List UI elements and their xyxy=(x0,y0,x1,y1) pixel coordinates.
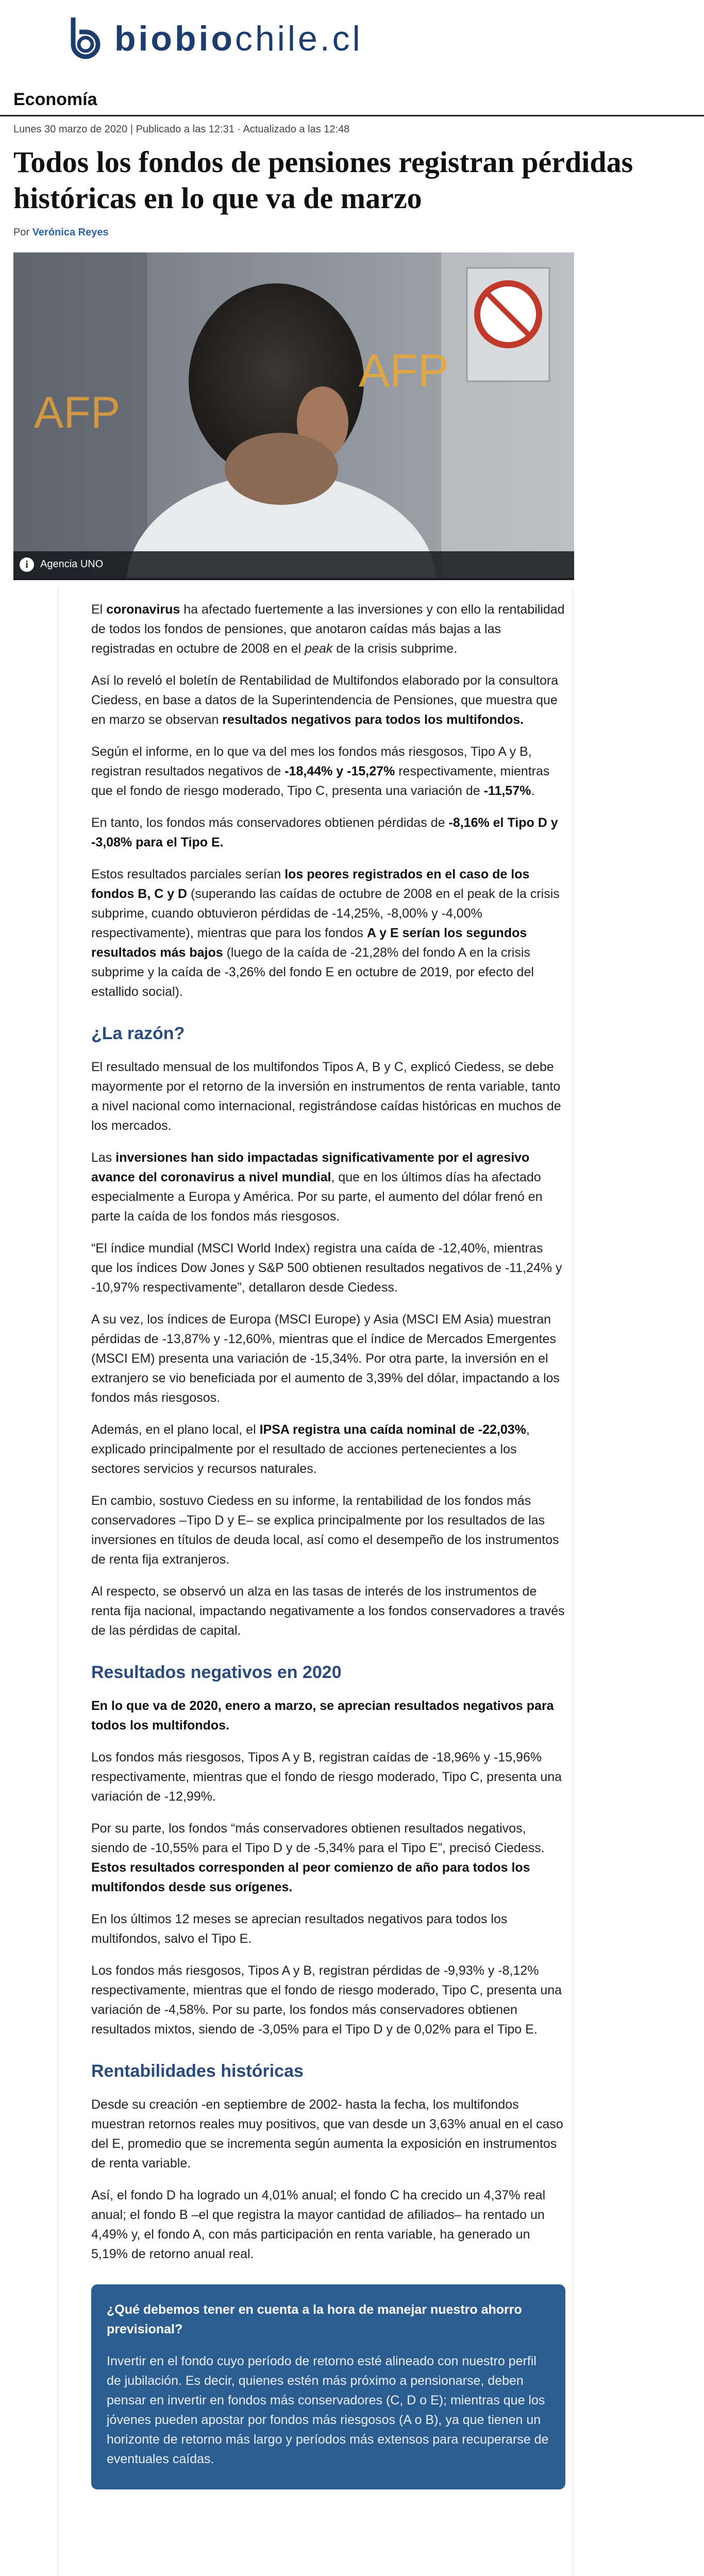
photo-caption xyxy=(13,551,574,578)
text-bold: inversiones han sido impactadas significativamente por el agresivo avance del coronavirus a nivel mundial xyxy=(91,1150,530,1184)
paragraph: Así, el fondo D ha logrado un 4,01% anual; el fondo C ha crecido un 4,37% real anual; el fondo B –el que registra la mayor cantidad de afiliados– ha rentado un 4,49% y, el fondo A, con más participación en renta variable, ha generado un 5,19% de retorno anual real. xyxy=(91,2188,546,2261)
text-bold: En lo que va de 2020, enero a marzo, se aprecian resultados negativos para todos los multifondos. xyxy=(91,1699,554,1733)
biobio-logo-icon xyxy=(66,15,105,62)
text: . xyxy=(531,784,535,798)
text-bold: -8,16% el Tipo D y -3,08% para el Tipo E. xyxy=(91,816,558,850)
text: Estos resultados parciales serían xyxy=(91,867,285,882)
paragraph: A su vez, los índices de Europa (MSCI Europe) y Asia (MSCI EM Asia) muestran pérdidas de -13,87% y -12,60%, mientras que el índice de Mercados Emergentes (MSCI EM) presenta una variación de -15,34%. Por otra parte, la inversión en el extranjero se vio beneficiada por el aumento de 3,39% del dólar, impactando a los fondos más riesgosos. xyxy=(91,1312,560,1405)
paragraph: En cambio, sostuvo Ciedess en su informe, la rentabilidad de los fondos más conservadores –Tipo D y E– se explica principalmente por los resultados de las inversiones en títulos de deuda local, así como el desempeño de los instrumentos de renta fija extranjeros. xyxy=(91,1494,559,1567)
site-logo[interactable] xyxy=(66,15,363,62)
paragraph xyxy=(91,600,565,658)
text-bold: resultados negativos para todos los multifondos. xyxy=(222,713,524,727)
link-coronavirus[interactable]: coronavirus xyxy=(106,602,180,617)
logo-text-bold: biobio xyxy=(114,19,235,58)
text: respectivamente, mientras que el fondo de riesgo moderado, Tipo C, presenta una variación de xyxy=(91,764,550,798)
paragraph: Desde su creación -en septiembre de 2002- hasta la fecha, los multifondos muestran retornos reales muy positivos, que van desde un 3,63% anual en el caso del E, promedio que se incrementa según aumenta la exposición en instrumentos de renta variable. xyxy=(91,2097,563,2171)
section-bar xyxy=(0,82,704,116)
subheading-historicas: Rentabilidades históricas xyxy=(91,2061,304,2081)
paragraph xyxy=(91,1420,565,1479)
paragraph xyxy=(91,813,565,852)
paragraph xyxy=(91,742,565,801)
info-box-answer: Invertir en el fondo cuyo período de retorno esté alineado con nuestro perfil de jubilación. Es decir, quienes estén más próximo a pensionarse, deben pensar en invertir en fondos más conservadores (C, D o E); mientras que los jóvenes pueden apostar por fondos más riesgosos (A o B), ya que tienen un horizonte de retorno más largo y períodos más extensos para recuperarse de eventuales caídas. xyxy=(107,2354,549,2466)
text: Por su parte, los fondos “más conservadores obtienen resultados negativos, siendo de -10,55% para el Tipo D y de -5,34% para el Tipo E”, precisó Ciedess. xyxy=(91,1821,545,1855)
paragraph xyxy=(91,671,565,730)
hero-photo xyxy=(13,252,574,578)
info-box xyxy=(91,2284,565,2489)
text: El xyxy=(91,602,107,617)
text-bold: IPSA registra una caída nominal de -22,03% xyxy=(259,1422,526,1437)
info-box-question: ¿Qué debemos tener en cuenta a la hora de manejar nuestro ahorro previsional? xyxy=(107,2302,522,2336)
paragraph xyxy=(91,865,565,1002)
article-body xyxy=(91,587,565,2489)
text: ha afectado fuertemente a las inversiones y con ello la rentabilidad de todos los fondos de pensiones, que anotaron caídas más bajas a las registradas en octubre de 2008 en el xyxy=(91,602,565,656)
hero-divider xyxy=(13,578,574,580)
text-bold: -18,44% y -15,27% xyxy=(284,764,395,778)
text-bold: Estos resultados corresponden al peor comienzo de año para todos los multifondos desde sus orígenes. xyxy=(91,1860,530,1894)
photo-credit: Agencia UNO xyxy=(40,558,104,570)
paragraph: Al respecto, se observó un alza en las tasas de interés de los instrumentos de renta fija nacional, impactando negativamente a los fondos conservadores a través de las pérdidas de capital. xyxy=(91,1584,565,1638)
byline xyxy=(13,227,109,239)
subheading-2020: Resultados negativos en 2020 xyxy=(91,1663,342,1682)
text: Además, en el plano local, el xyxy=(91,1422,260,1437)
text-emphasis: peak xyxy=(305,641,333,656)
paragraph: Los fondos más riesgosos, Tipos A y B, registran caídas de -18,96% y -15,96% respectivamente, mientras que el fondo de riesgo moderado, Tipo C, presenta una variación de -12,99%. xyxy=(91,1750,562,1804)
sign-text-left: AFP xyxy=(34,388,121,437)
info-icon[interactable]: i xyxy=(20,557,34,572)
text: (superando las caídas de octubre de 2008 en el peak de la crisis subprime, cuando obtuvieron pérdidas de -14,25%, -8,00% y -4,00% respectivamente), mientras que para los fondos xyxy=(91,887,560,940)
paragraph: En los últimos 12 meses se aprecian resultados negativos para todos los multifondos, salvo el Tipo E. xyxy=(91,1912,508,1946)
paragraph: El resultado mensual de los multifondos Tipos A, B y C, explicó Ciedess, se debe mayormente por el retorno de la inversión en instrumentos de renta variable, tanto a nivel nacional como internacional, registrándose caídas históricas en muchos de los mercados. xyxy=(91,1060,561,1133)
text: Así lo reveló el boletín de Rentabilidad de Multifondos elaborado por la consultora Ciedess, en base a datos de la Superintendencia de Pensiones, que muestra que en marzo se observan xyxy=(91,673,559,727)
text-bold: A y E serían los segundos resultados más bajos xyxy=(91,926,527,960)
publish-meta: Lunes 30 marzo de 2020 | Publicado a las 12:31 · Actualizado a las 12:48 xyxy=(13,124,350,135)
paragraph xyxy=(91,1819,565,1897)
paragraph xyxy=(91,1696,565,1735)
paragraph xyxy=(91,1148,565,1226)
article-headline: Todos los fondos de pensiones registran pérdidas históricas en lo que va de marzo xyxy=(13,145,633,215)
site-header xyxy=(0,0,704,82)
hero-photo-illustration xyxy=(13,252,574,578)
text: (luego de la caída de -21,28% del fondo A en la crisis subprime y la caída de -3,26% del fondo E en octubre de 2019, por efecto del estallido social). xyxy=(91,945,534,999)
text: , que en los últimos días ha afectado especialmente a Europa y América. Por su parte, el aumento del dólar frenó en parte la caída de los fondos más riesgosos. xyxy=(91,1170,543,1224)
author-link[interactable]: Verónica Reyes xyxy=(32,227,109,238)
subheading-razon: ¿La razón? xyxy=(91,1024,185,1043)
byline-prefix: Por xyxy=(13,227,32,238)
text-bold: los peores registrados en el caso de los fondos B, C y D xyxy=(91,867,530,901)
text: Las xyxy=(91,1150,116,1165)
site-logo-text xyxy=(114,19,363,59)
text: de la crisis subprime. xyxy=(332,641,458,656)
sign-text-right: AFP xyxy=(359,345,449,397)
text-bold: -11,57% xyxy=(483,784,531,798)
section-link[interactable]: Economía xyxy=(13,90,97,109)
text: Según el informe, en lo que va del mes los fondos más riesgosos, Tipo A y B, registran resultados negativos de xyxy=(91,744,532,778)
paragraph: “El índice mundial (MSCI World Index) registra una caída de -12,40%, mientras que los índices Dow Jones y S&P 500 obtienen resultados negativos de -11,24% y -10,97% respectivamente”, detallaron desde Ciedess. xyxy=(91,1241,562,1295)
text: , explicado principalmente por el resultado de acciones pertenecientes a los sectores servicios y recursos naturales. xyxy=(91,1422,530,1476)
logo-text-light: chile.cl xyxy=(234,19,363,58)
text: En tanto, los fondos más conservadores obtienen pérdidas de xyxy=(91,816,449,830)
article-body-column xyxy=(58,587,573,2576)
paragraph: Los fondos más riesgosos, Tipos A y B, registran pérdidas de -9,93% y -8,12% respectivamente, mientras que el fondo de riesgo moderado, Tipo C, presenta una variación de -4,58%. Por su parte, los fondos más conservadores obtienen resultados mixtos, siendo de -3,05% para el Tipo D y de 0,02% para el Tipo E. xyxy=(91,1963,562,2037)
